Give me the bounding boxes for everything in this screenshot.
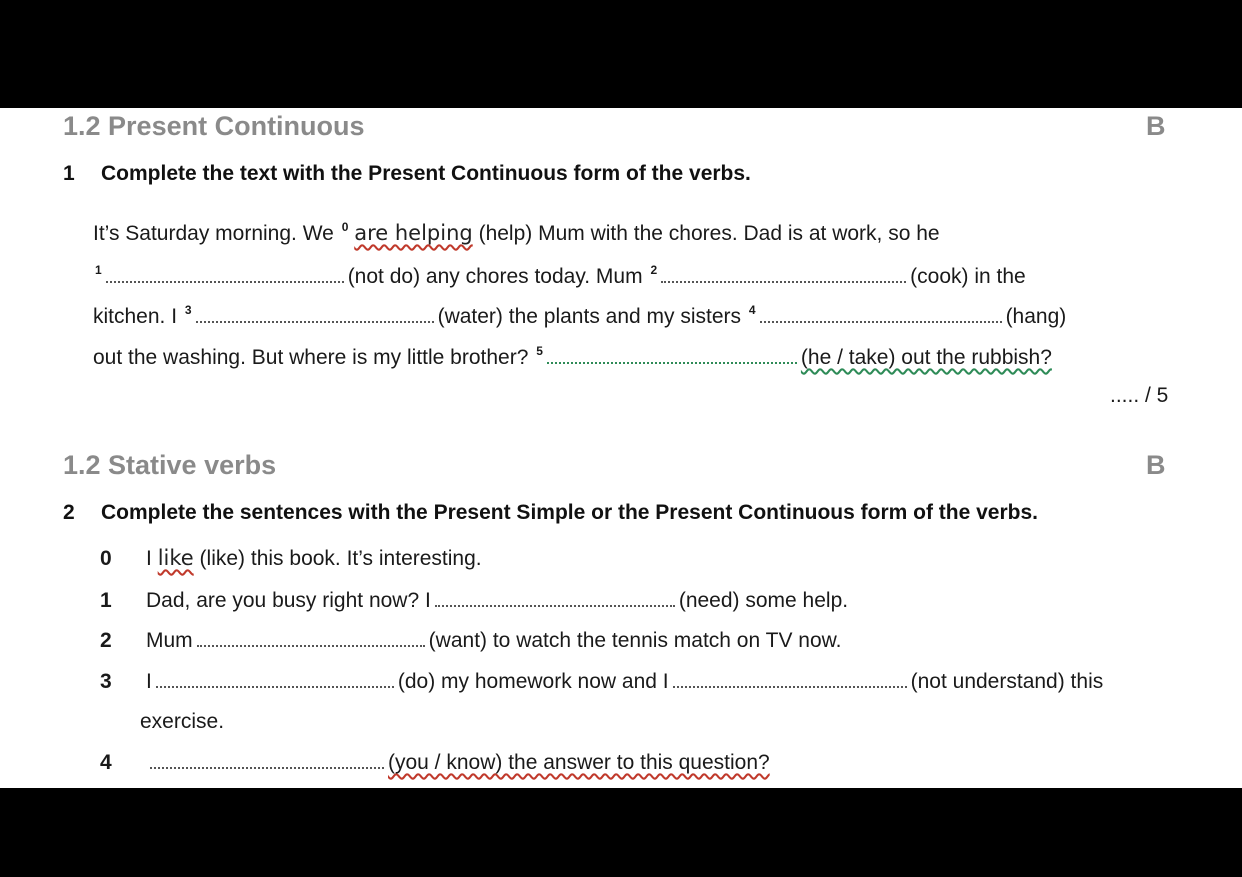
text-line-4 [93, 344, 1052, 370]
text-segment: (cook) in the [910, 265, 1026, 288]
answer-blank-5[interactable] [547, 348, 797, 364]
text-segment: (water) the plants and my sisters [437, 305, 742, 328]
exercise-item-0 [100, 546, 482, 571]
text-segment: out the washing. But where is my little brother? [93, 346, 529, 369]
text-segment: (do) my homework now and I [397, 670, 669, 693]
text-segment: (help) Mum with the chores. Dad is at work, so he [478, 222, 940, 245]
text-segment: (he / take) out the rubbish? [800, 346, 1052, 369]
exercise-item-2 [100, 629, 842, 653]
text-segment: It’s Saturday morning. We [93, 222, 334, 245]
text-line-3 [93, 303, 1066, 329]
text-segment: Dad, are you busy right now? I [146, 589, 431, 612]
instruction-number: 2 [63, 501, 75, 524]
gap-marker-5: 5 [536, 344, 543, 358]
gap-marker-2: 2 [650, 263, 658, 277]
answer-blank-1[interactable] [106, 267, 344, 283]
text-segment: (want) to watch the tennis match on TV now. [428, 629, 842, 652]
text-segment: (need) some help. [678, 589, 849, 612]
exercise-item-1 [100, 589, 848, 613]
text-segment: (hang) [1005, 305, 1067, 328]
answer-blank-2[interactable] [661, 267, 906, 283]
text-line-2 [93, 263, 1026, 289]
text-segment: Mum [146, 629, 193, 652]
answer-blank[interactable] [197, 631, 425, 647]
section1-level: B [1146, 111, 1166, 141]
answer-blank[interactable] [435, 591, 675, 607]
text-segment: kitchen. I [93, 305, 178, 328]
item-number: 4 [100, 751, 112, 774]
worksheet-page [0, 108, 1242, 788]
section2-title: 1.2 Stative verbs [63, 450, 277, 480]
instruction-number: 1 [63, 162, 75, 185]
instruction-text: Complete the text with the Present Continuous form of the verbs. [101, 162, 751, 185]
answer-blank[interactable] [156, 672, 394, 688]
item-number: 3 [100, 670, 112, 693]
text-line-1 [93, 220, 940, 246]
answer-blank-4[interactable] [760, 307, 1002, 323]
gap-marker-1: 1 [95, 263, 102, 277]
exercise-item-3-continued: exercise. [140, 710, 225, 733]
section1-title: 1.2 Present Continuous [63, 111, 365, 141]
text-segment: (you / know) the answer to this question? [388, 751, 770, 774]
example-answer-0: are helping [354, 221, 473, 245]
item-number: 0 [100, 547, 112, 570]
answer-blank[interactable] [150, 753, 384, 769]
answer-blank[interactable] [673, 672, 907, 688]
gap-marker-4: 4 [748, 303, 756, 317]
item-number: 1 [100, 589, 112, 612]
section1-score: ..... / 5 [1110, 384, 1169, 407]
exercise-item-4 [100, 751, 770, 775]
gap-marker-3: 3 [184, 303, 192, 317]
exercise-item-3 [100, 670, 1103, 694]
section1-instruction [63, 162, 751, 186]
instruction-text: Complete the sentences with the Present Simple or the Present Continuous form of the verbs. [101, 501, 1039, 524]
section2-instruction [63, 501, 1038, 525]
text-segment: (like) this book. It’s interesting. [199, 547, 482, 570]
text-segment: (not understand) this [910, 670, 1104, 693]
answer-blank-3[interactable] [196, 307, 434, 323]
item-number: 2 [100, 629, 112, 652]
gap-marker-0: 0 [341, 220, 349, 234]
section2-level: B [1146, 450, 1166, 480]
text-segment: I [146, 670, 152, 693]
text-segment: (not do) any chores today. Mum [347, 265, 643, 288]
example-answer: like [157, 546, 194, 570]
text-segment: I [146, 547, 152, 570]
